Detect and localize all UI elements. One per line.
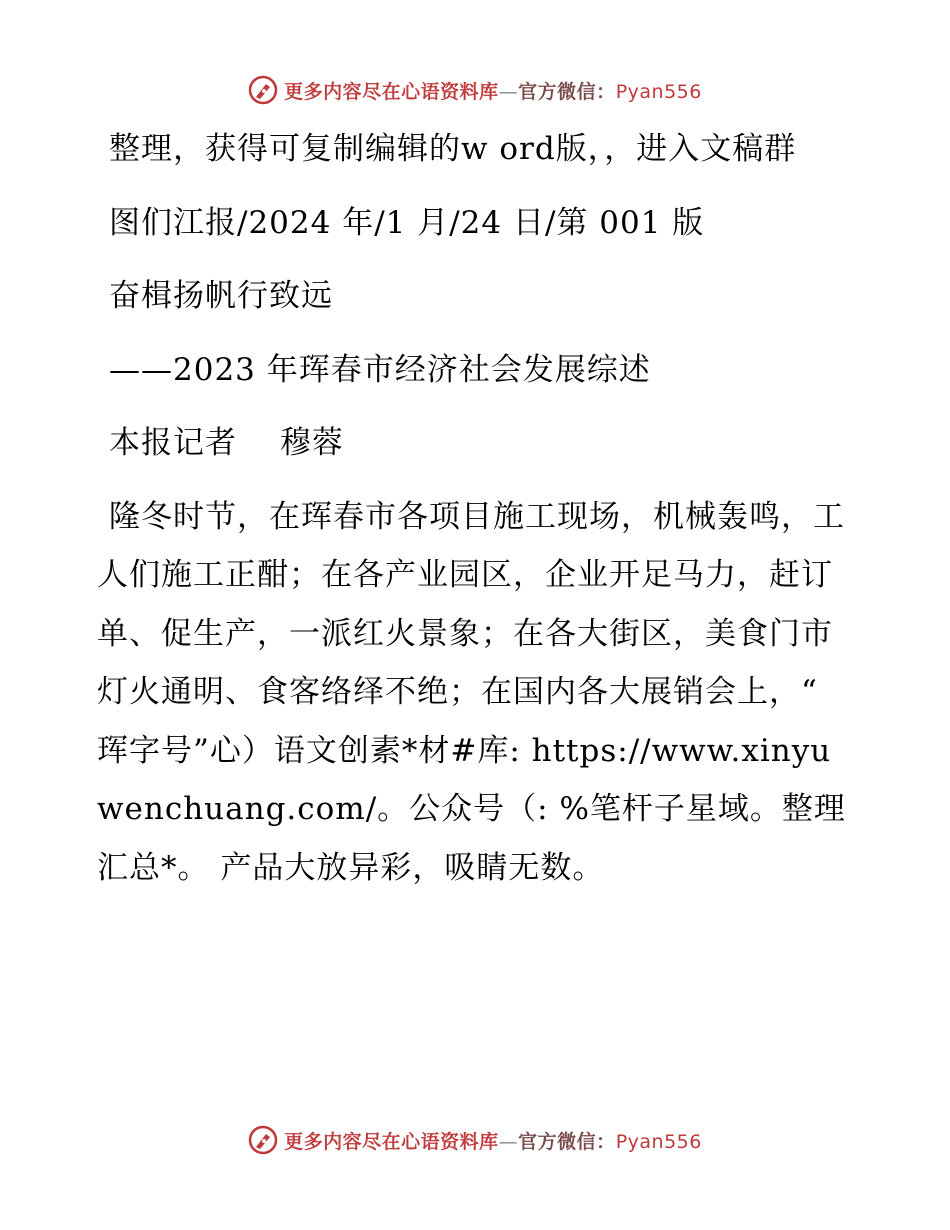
article-subtitle: ——2023 年珲春市经济社会发展综述 — [109, 351, 651, 388]
newspaper-source-line: 图们江报/2024 年/1 月/24 日/第 001 版 — [109, 204, 705, 241]
watermark-brand: 更多内容尽在心语资料库 — [284, 1130, 499, 1153]
article-body-paragraph: 隆冬时节，在珲春市各项目施工现场，机械轰鸣，工人们施工正酣；在各产业园区，企业开足马力，赶订单、促生产，一派红火景象；在各大街区，美食门市灯火通明、食客络绎不绝；在国内各大展销会上，“ 珲字号”心）语文创素*材#库: https://www.xinyuwenchuang.com/。公众号（: %笔杆子星域。整理汇总*。 产品大放异彩，吸睛无数。 — [97, 498, 846, 886]
watermark-brand: 更多内容尽在心语资料库 — [284, 80, 499, 103]
intro-note: 整理，获得可复制编辑的w ord版，，进入文稿群 — [109, 131, 797, 167]
pen-nib-logo-icon — [248, 1125, 278, 1155]
header-watermark — [0, 70, 950, 110]
article-title: 奋楫扬帆行致远 — [109, 278, 333, 314]
footer-watermark — [0, 1120, 950, 1160]
watermark-separator: — — [498, 1130, 519, 1153]
document-body — [97, 120, 857, 912]
watermark-wechat-label: 官方微信： — [518, 1130, 616, 1153]
watermark-wechat-id: Pyan556 — [615, 80, 702, 103]
watermark-wechat-id: Pyan556 — [615, 1130, 702, 1153]
watermark-wechat-label: 官方微信： — [518, 80, 616, 103]
pen-nib-logo-icon — [248, 75, 278, 105]
watermark-text — [284, 1127, 702, 1154]
article-byline: 本报记者 穆蓉 — [109, 425, 344, 461]
watermark-text — [284, 77, 702, 104]
watermark-separator: — — [498, 80, 519, 103]
